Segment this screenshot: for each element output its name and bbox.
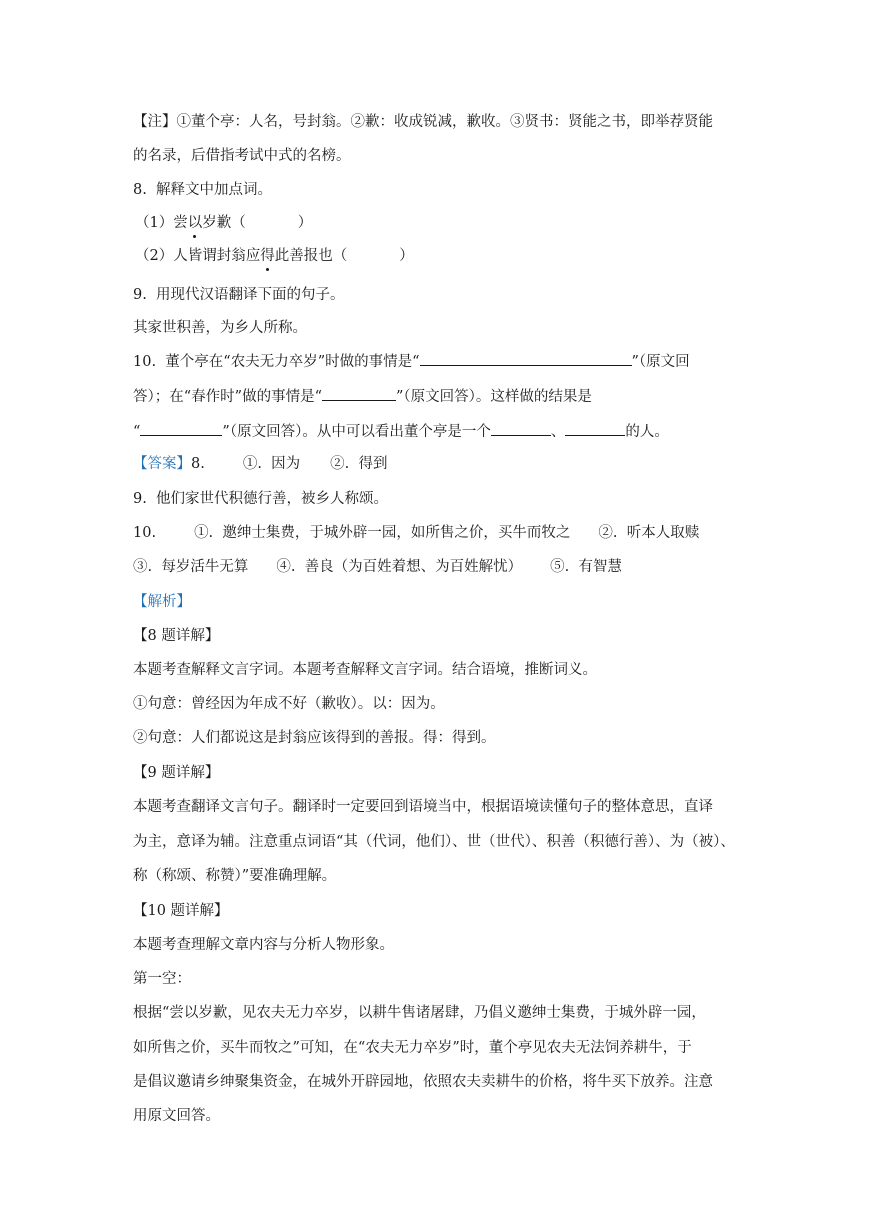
answer-label: 【答案】 bbox=[133, 456, 191, 472]
answer-line-10-cont: ③. 每岁活牛无算 ④. 善良（为百姓着想、为百姓解忧） ⑤. 有智慧 bbox=[133, 559, 622, 575]
analysis-heading-10: 【10 题详解】 bbox=[133, 903, 229, 919]
analysis-9-para-3: 称（称颂、称赞）”要准确理解。 bbox=[133, 868, 337, 884]
note-line-1: 【注】①董个亭：人名，号封翁。②歉：收成锐减，歉收。③贤书：贤能之书，即举荐贤能 bbox=[133, 114, 713, 130]
q8-item-1: （1）尝以岁歉（ ） bbox=[135, 215, 313, 231]
answer-blank bbox=[420, 351, 632, 366]
analysis-label: 【解析】 bbox=[133, 594, 191, 610]
answer-line-9: 9. 他们家世代积德行善，被乡人称颂。 bbox=[133, 491, 389, 507]
q10-line-3: “ ”（原文回答）。从中可以看出董个亭是一个 、 的人。 bbox=[133, 421, 669, 442]
q8-item-2: （2）人皆谓封翁应得此善报也（ ） bbox=[135, 248, 414, 264]
analysis-9-para-1: 本题考查翻译文言句子。翻译时一定要回到语境当中，根据语境读懂句子的整体意思，直译 bbox=[133, 799, 713, 815]
dotted-character: 得 bbox=[260, 248, 275, 264]
answer-line-10: 10. ①. 邀绅士集费，于城外辟一园，如所售之价，买牛而牧之 ②. 听本人取赎 bbox=[133, 525, 700, 541]
q10-line-1: 10. 董个亭在“农夫无力卒岁”时做的事情是“ ”（原文回 bbox=[133, 351, 690, 372]
analysis-8-para-3: ②句意：人们都说这是封翁应该得到的善报。得：得到。 bbox=[133, 730, 496, 746]
q10-line-2: 答）；在“春作时”做的事情是“ ”（原文回答）。这样做的结果是 bbox=[133, 386, 592, 407]
analysis-9-para-2: 为主，意译为辅。注意重点词语“其（代词，他们）、世（世代）、积善（积德行善）、为（被）、 bbox=[133, 834, 735, 850]
analysis-10-para-4: 如所售之价，买牛而牧之”可知，在“农夫无力卒岁”时，董个亭见农夫无法饲养耕牛，于 bbox=[133, 1040, 692, 1056]
analysis-heading-9: 【9 题详解】 bbox=[133, 765, 220, 781]
q8-title: 8. 解释文中加点词。 bbox=[133, 182, 273, 198]
analysis-8-para-2: ①句意：曾经因为年成不好（歉收）。以：因为。 bbox=[133, 696, 445, 712]
analysis-10-para-3: 根据“尝以岁歉，见农夫无力卒岁，以耕牛售诸屠肆，乃倡义邀绅士集费，于城外辟一园， bbox=[133, 1005, 706, 1021]
dotted-character: 以 bbox=[187, 215, 203, 231]
analysis-heading-8: 【8 题详解】 bbox=[133, 628, 220, 644]
answer-blank bbox=[491, 421, 551, 436]
answer-blank bbox=[565, 421, 625, 436]
q9-title: 9. 用现代汉语翻译下面的句子。 bbox=[133, 287, 345, 303]
answer-blank bbox=[140, 421, 222, 436]
answer-line-8: 【答案】8. ①. 因为 ②. 得到 bbox=[133, 456, 388, 472]
note-line-2: 的名录，后借指考试中式的名榜。 bbox=[133, 148, 351, 164]
analysis-8-para-1: 本题考查解释文言字词。本题考查解释文言字词。结合语境，推断词义。 bbox=[133, 662, 597, 678]
analysis-10-para-5: 是倡议邀请乡绅聚集资金，在城外开辟园地，依照农夫卖耕牛的价格，将牛买下放养。注意 bbox=[133, 1074, 713, 1090]
answer-blank bbox=[322, 386, 396, 401]
analysis-10-para-6: 用原文回答。 bbox=[133, 1108, 220, 1124]
analysis-10-para-2: 第一空： bbox=[133, 971, 191, 987]
q9-sentence: 其家世积善，为乡人所称。 bbox=[133, 320, 307, 336]
analysis-10-para-1: 本题考查理解文章内容与分析人物形象。 bbox=[133, 937, 394, 953]
